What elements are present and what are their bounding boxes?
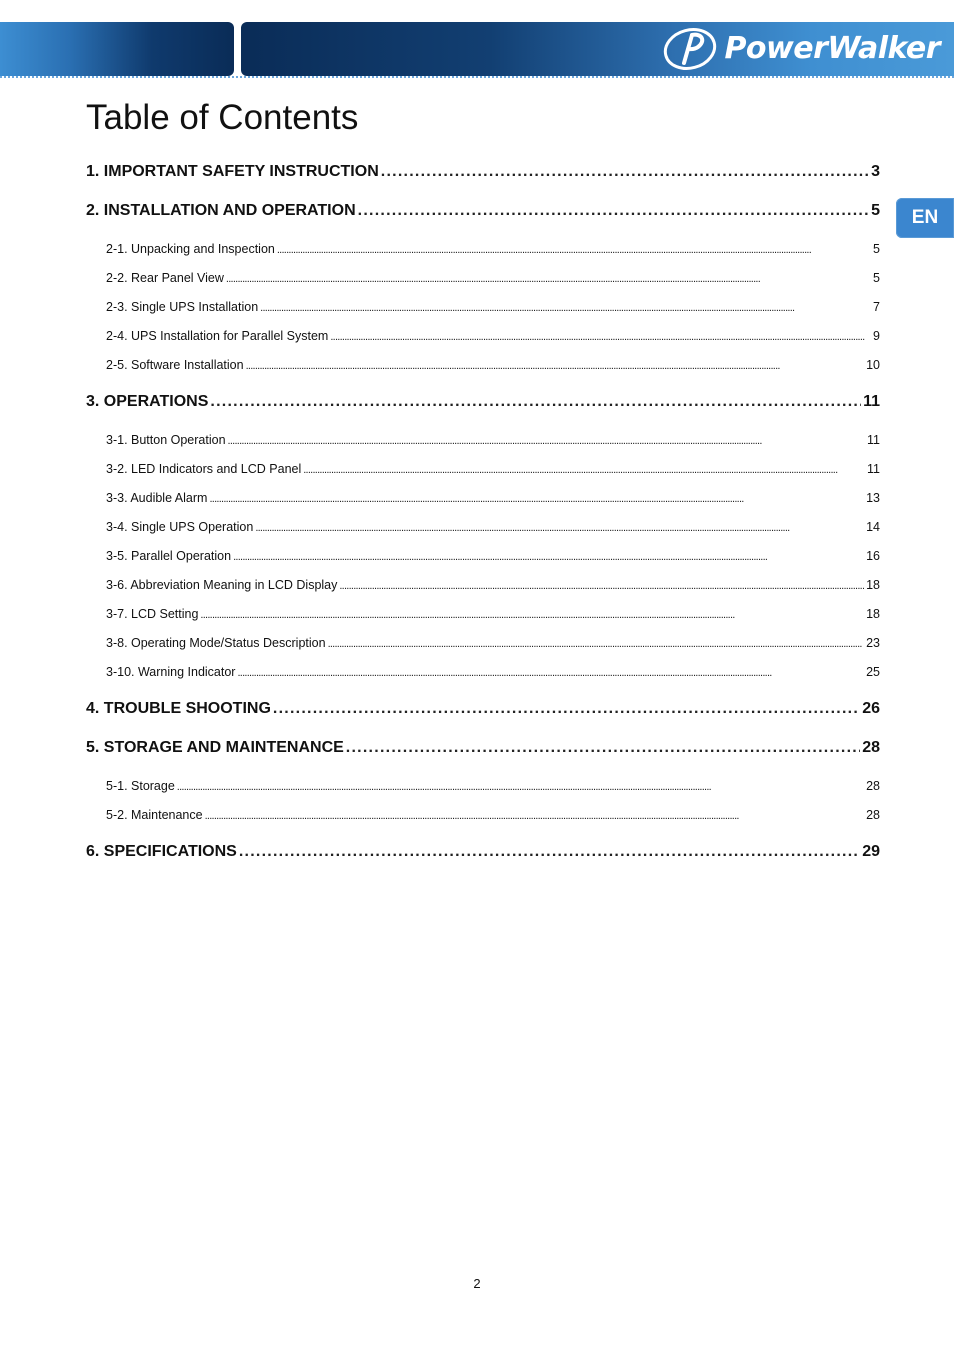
toc-subsection-entry[interactable] bbox=[86, 575, 880, 595]
toc-leader-dots bbox=[228, 431, 865, 450]
toc-subsection-entry[interactable] bbox=[86, 239, 880, 259]
toc-subsection-entry[interactable] bbox=[86, 268, 880, 288]
toc-subsection-entry[interactable] bbox=[86, 633, 880, 653]
toc-subsection-entry[interactable] bbox=[86, 326, 880, 346]
toc-entry-label: 3-2. LED Indicators and LCD Panel bbox=[106, 462, 302, 476]
toc-leader-dots bbox=[381, 160, 869, 184]
toc-entry-label: 3-10. Warning Indicator bbox=[106, 665, 236, 679]
toc-entry-page: 5 bbox=[871, 202, 880, 219]
table-of-contents bbox=[86, 160, 880, 864]
toc-entry-label: 2-2. Rear Panel View bbox=[106, 271, 224, 285]
toc-entry-page: 5 bbox=[873, 271, 880, 285]
toc-entry-page: 25 bbox=[866, 665, 880, 679]
toc-subsection-entry[interactable] bbox=[86, 297, 880, 317]
toc-entry-label: 1. IMPORTANT SAFETY INSTRUCTION bbox=[86, 163, 379, 180]
toc-subsection-entry[interactable] bbox=[86, 546, 880, 566]
toc-entry-page: 18 bbox=[866, 607, 880, 621]
toc-entry-label: 2-5. Software Installation bbox=[106, 358, 244, 372]
toc-entry-label: 3. OPERATIONS bbox=[86, 393, 209, 410]
toc-subsection-entry[interactable] bbox=[86, 662, 880, 682]
toc-entry-label: 6. SPECIFICATIONS bbox=[86, 843, 237, 860]
toc-entry-page: 18 bbox=[866, 578, 880, 592]
toc-entry-page: 28 bbox=[866, 808, 880, 822]
toc-entry-page: 3 bbox=[871, 163, 880, 180]
brand-name: PowerWalker bbox=[724, 31, 940, 66]
toc-leader-dots bbox=[233, 547, 864, 566]
toc-section-entry[interactable] bbox=[86, 840, 880, 864]
toc-subsection-entry[interactable] bbox=[86, 488, 880, 508]
brand-logo bbox=[662, 26, 940, 72]
toc-leader-dots bbox=[255, 518, 864, 537]
toc-entry-label: 5-2. Maintenance bbox=[106, 808, 203, 822]
toc-entry-page: 13 bbox=[866, 491, 880, 505]
toc-section-entry[interactable] bbox=[86, 390, 880, 414]
toc-entry-label: 2-3. Single UPS Installation bbox=[106, 300, 259, 314]
toc-leader-dots bbox=[239, 840, 860, 864]
toc-subsection-entry[interactable] bbox=[86, 805, 880, 825]
toc-section-entry[interactable] bbox=[86, 736, 880, 760]
toc-entry-label: 2-4. UPS Installation for Parallel System bbox=[106, 329, 329, 343]
toc-entry-label: 2. INSTALLATION AND OPERATION bbox=[86, 202, 356, 219]
toc-leader-dots bbox=[303, 460, 865, 479]
toc-section-entry[interactable] bbox=[86, 160, 880, 184]
toc-leader-dots bbox=[328, 634, 865, 653]
toc-leader-dots bbox=[246, 356, 865, 375]
toc-leader-dots bbox=[200, 605, 864, 624]
toc-entry-page: 11 bbox=[863, 393, 880, 410]
toc-entry-label: 2-1. Unpacking and Inspection bbox=[106, 242, 275, 256]
toc-leader-dots bbox=[346, 736, 860, 760]
toc-leader-dots bbox=[339, 576, 864, 595]
toc-entry-page: 29 bbox=[862, 843, 880, 860]
toc-entry-page: 23 bbox=[866, 636, 880, 650]
toc-entry-page: 14 bbox=[866, 520, 880, 534]
toc-entry-label: 3-4. Single UPS Operation bbox=[106, 520, 254, 534]
toc-entry-label: 3-7. LCD Setting bbox=[106, 607, 199, 621]
toc-subsection-entry[interactable] bbox=[86, 355, 880, 375]
toc-entry-label: 3-8. Operating Mode/Status Description bbox=[106, 636, 326, 650]
toc-entry-label: 3-6. Abbreviation Meaning in LCD Display bbox=[106, 578, 338, 592]
toc-entry-label: 5. STORAGE AND MAINTENANCE bbox=[86, 739, 344, 756]
toc-section-entry[interactable] bbox=[86, 199, 880, 223]
toc-entry-page: 16 bbox=[866, 549, 880, 563]
brand-mark-icon bbox=[662, 27, 718, 71]
toc-entry-page: 9 bbox=[873, 329, 880, 343]
toc-entry-page: 26 bbox=[862, 700, 880, 717]
toc-leader-dots bbox=[226, 269, 871, 288]
toc-section-entry[interactable] bbox=[86, 697, 880, 721]
toc-subsection-entry[interactable] bbox=[86, 776, 880, 796]
toc-entry-page: 10 bbox=[866, 358, 880, 372]
toc-leader-dots bbox=[260, 298, 871, 317]
toc-entry-page: 11 bbox=[867, 462, 880, 476]
toc-entry-page: 5 bbox=[873, 242, 880, 256]
toc-leader-dots bbox=[277, 240, 871, 259]
toc-subsection-entry[interactable] bbox=[86, 459, 880, 479]
header-banner bbox=[0, 22, 954, 78]
banner-left-segment bbox=[0, 22, 234, 76]
language-tab[interactable]: EN bbox=[896, 198, 954, 238]
toc-leader-dots bbox=[210, 390, 861, 414]
toc-subsection-entry[interactable] bbox=[86, 604, 880, 624]
toc-entry-label: 4. TROUBLE SHOOTING bbox=[86, 700, 271, 717]
toc-entry-label: 5-1. Storage bbox=[106, 779, 175, 793]
toc-leader-dots bbox=[209, 489, 864, 508]
toc-leader-dots bbox=[273, 697, 860, 721]
toc-entry-page: 28 bbox=[866, 779, 880, 793]
toc-leader-dots bbox=[358, 199, 869, 223]
toc-entry-label: 3-5. Parallel Operation bbox=[106, 549, 232, 563]
toc-leader-dots bbox=[177, 777, 864, 796]
toc-subsection-entry[interactable] bbox=[86, 430, 880, 450]
toc-entry-label: 3-3. Audible Alarm bbox=[106, 491, 208, 505]
toc-leader-dots bbox=[237, 663, 864, 682]
page-number: 2 bbox=[473, 1276, 481, 1291]
page-title: Table of Contents bbox=[86, 98, 359, 137]
toc-leader-dots bbox=[205, 806, 865, 825]
toc-leader-dots bbox=[330, 327, 871, 346]
banner-dotted-line bbox=[0, 76, 954, 78]
toc-subsection-entry[interactable] bbox=[86, 517, 880, 537]
toc-entry-label: 3-1. Button Operation bbox=[106, 433, 226, 447]
toc-entry-page: 11 bbox=[867, 433, 880, 447]
toc-entry-page: 7 bbox=[873, 300, 880, 314]
toc-entry-page: 28 bbox=[862, 739, 880, 756]
